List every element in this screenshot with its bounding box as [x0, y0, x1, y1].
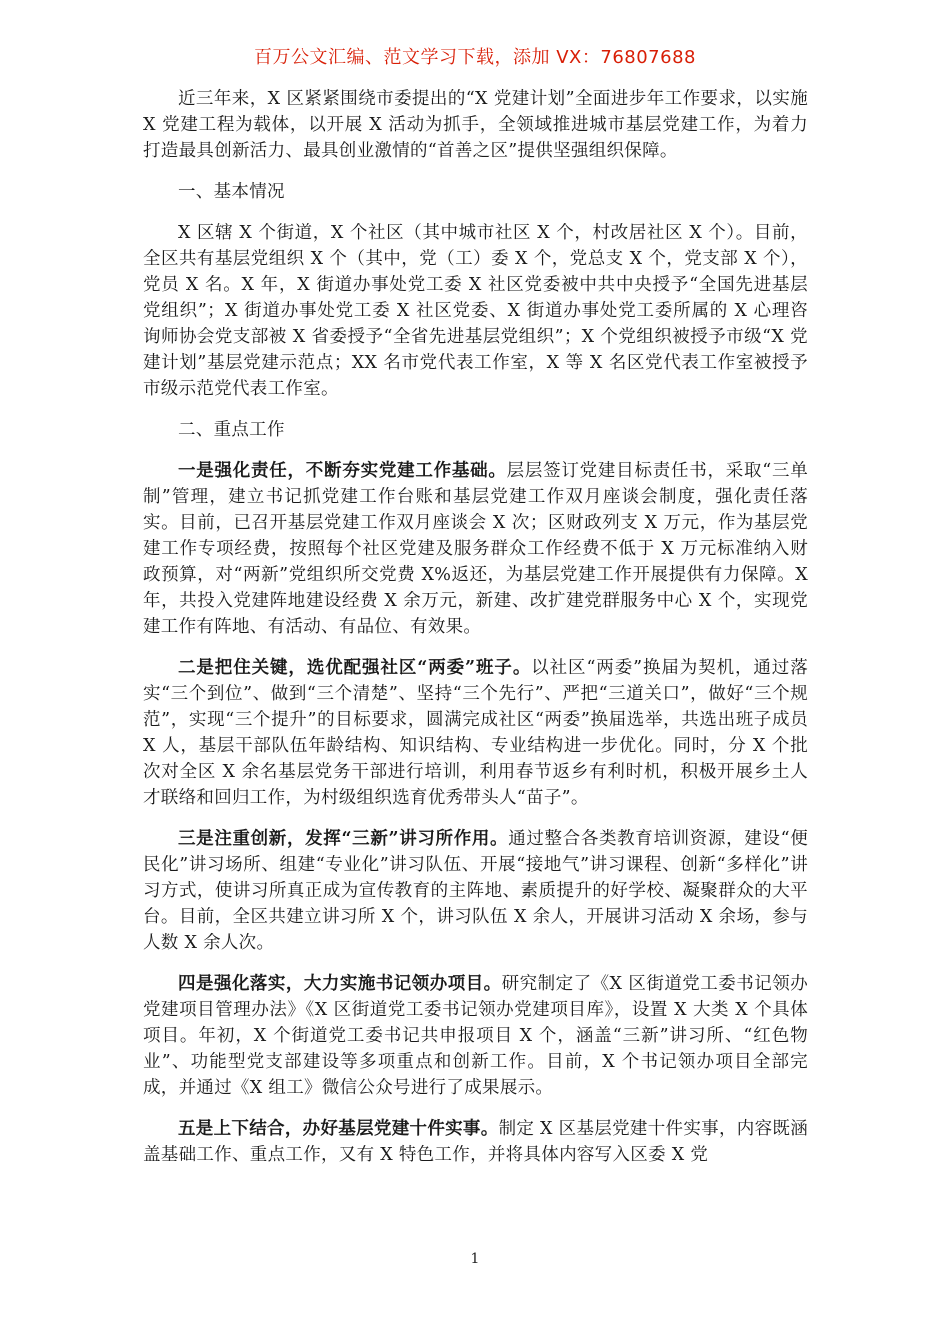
item-lead: 一是强化责任，不断夯实党建工作基础。 [178, 461, 507, 481]
item-text: 制定 X 区基层党建十件实事，内容既涵盖基础工作、重点工作，又有 X 特色工作，并将具体内容写入区委 X 党 [143, 1119, 808, 1165]
key-work-item [143, 1116, 808, 1168]
item-lead: 五是上下结合，办好基层党建十件实事。 [178, 1119, 499, 1139]
basic-situation-paragraph: X 区辖 X 个街道，X 个社区（其中城市社区 X 个，村改居社区 X 个）。目前，全区共有基层党组织 X 个（其中，党（工）委 X 个，党总支 X 个，党支部 X 个），党员 X 名。X 年，X 街道办事处党工委 X 社区党委被中共中央授予“全国先进基层党组织”；X 街道办事处党工委 X 社区党委、X 街道办事处党工委所属的 X 心理咨询师协会党支部被 X 省委授予“全省先进基层党组织”；X 个党组织被授予市级“X 党建计划”基层党建示范点；XX 名市党代表工作室，X 等 X 名区党代表工作室被授予市级示范党代表工作室。 [143, 223, 808, 399]
key-work-item [143, 971, 808, 1101]
key-work-item [143, 826, 808, 956]
key-work-item [143, 458, 808, 640]
document-body [143, 86, 808, 1183]
page-number: 1 [470, 1251, 480, 1267]
item-lead: 四是强化落实，大力实施书记领办项目。 [178, 974, 502, 994]
section-heading-key-work: 二、重点工作 [178, 420, 285, 440]
item-text: 层层签订党建目标责任书，采取“三单制”管理，建立书记抓党建工作台账和基层党建工作双月座谈会制度，强化责任落实。目前，已召开基层党建工作双月座谈会 X 次；区财政列支 X 万元，作为基层党建工作专项经费，按照每个社区党建及服务群众工作经费不低于 X 万元标准纳入财政预算，对“两新”党组织所交党费 X%返还，为基层党建工作开展提供有力保障。X 年，共投入党建阵地建设经费 X 余万元，新建、改扩建党群服务中心 X 个，实现党建工作有阵地、有活动、有品位、有效果。 [143, 461, 809, 637]
item-text: 以社区“两委”换届为契机，通过落实“三个到位”、做到“三个清楚”、坚持“三个先行”、严把“三道关口”，做好“三个规范”，实现“三个提升”的目标要求，圆满完成社区“两委”换届选举，共选出班子成员 X 人，基层干部队伍年龄结构、知识结构、专业结构进一步优化。同时，分 X 个批次对全区 X 余名基层党务干部进行培训，利用春节返乡有利时机，积极开展乡土人才联络和回归工作，为村级组织选育优秀带头人“苗子”。 [143, 658, 808, 808]
key-work-item [143, 655, 808, 811]
item-text: 研究制定了《X 区街道党工委书记领办党建项目管理办法》《X 区街道党工委书记领办党建项目库》，设置 X 大类 X 个具体项目。年初，X 个街道党工委书记共申报项目 X 个，涵盖“三新”讲习所、“红色物业”、功能型党支部建设等多项重点和创新工作。目前，X 个书记领办项目全部完成，并通过《X 组工》微信公众号进行了成果展示。 [143, 974, 808, 1098]
intro-paragraph: 近三年来，X 区紧紧围绕市委提出的“X 党建计划”全面进步年工作要求，以实施 X 党建工程为载体，以开展 X 活动为抓手，全领域推进城市基层党建工作，为着力打造最具创新活力、最具创业激情的“首善之区”提供坚强组织保障。 [143, 89, 808, 161]
promo-banner: 百万公文汇编、范文学习下载，添加 VX：76807688 [254, 47, 696, 68]
item-lead: 二是把住关键，选优配强社区“两委”班子。 [178, 658, 532, 678]
section-heading-basic: 一、基本情况 [178, 182, 285, 202]
item-lead: 三是注重创新，发挥“三新”讲习所作用。 [178, 829, 509, 849]
item-text: 通过整合各类教育培训资源，建设“便民化”讲习场所、组建“专业化”讲习队伍、开展“接地气”讲习课程、创新“多样化”讲习方式，使讲习所真正成为宣传教育的主阵地、素质提升的好学校、凝聚群众的大平台。目前，全区共建立讲习所 X 个，讲习队伍 X 余人，开展讲习活动 X 余场，参与人数 X 余人次。 [143, 829, 808, 953]
